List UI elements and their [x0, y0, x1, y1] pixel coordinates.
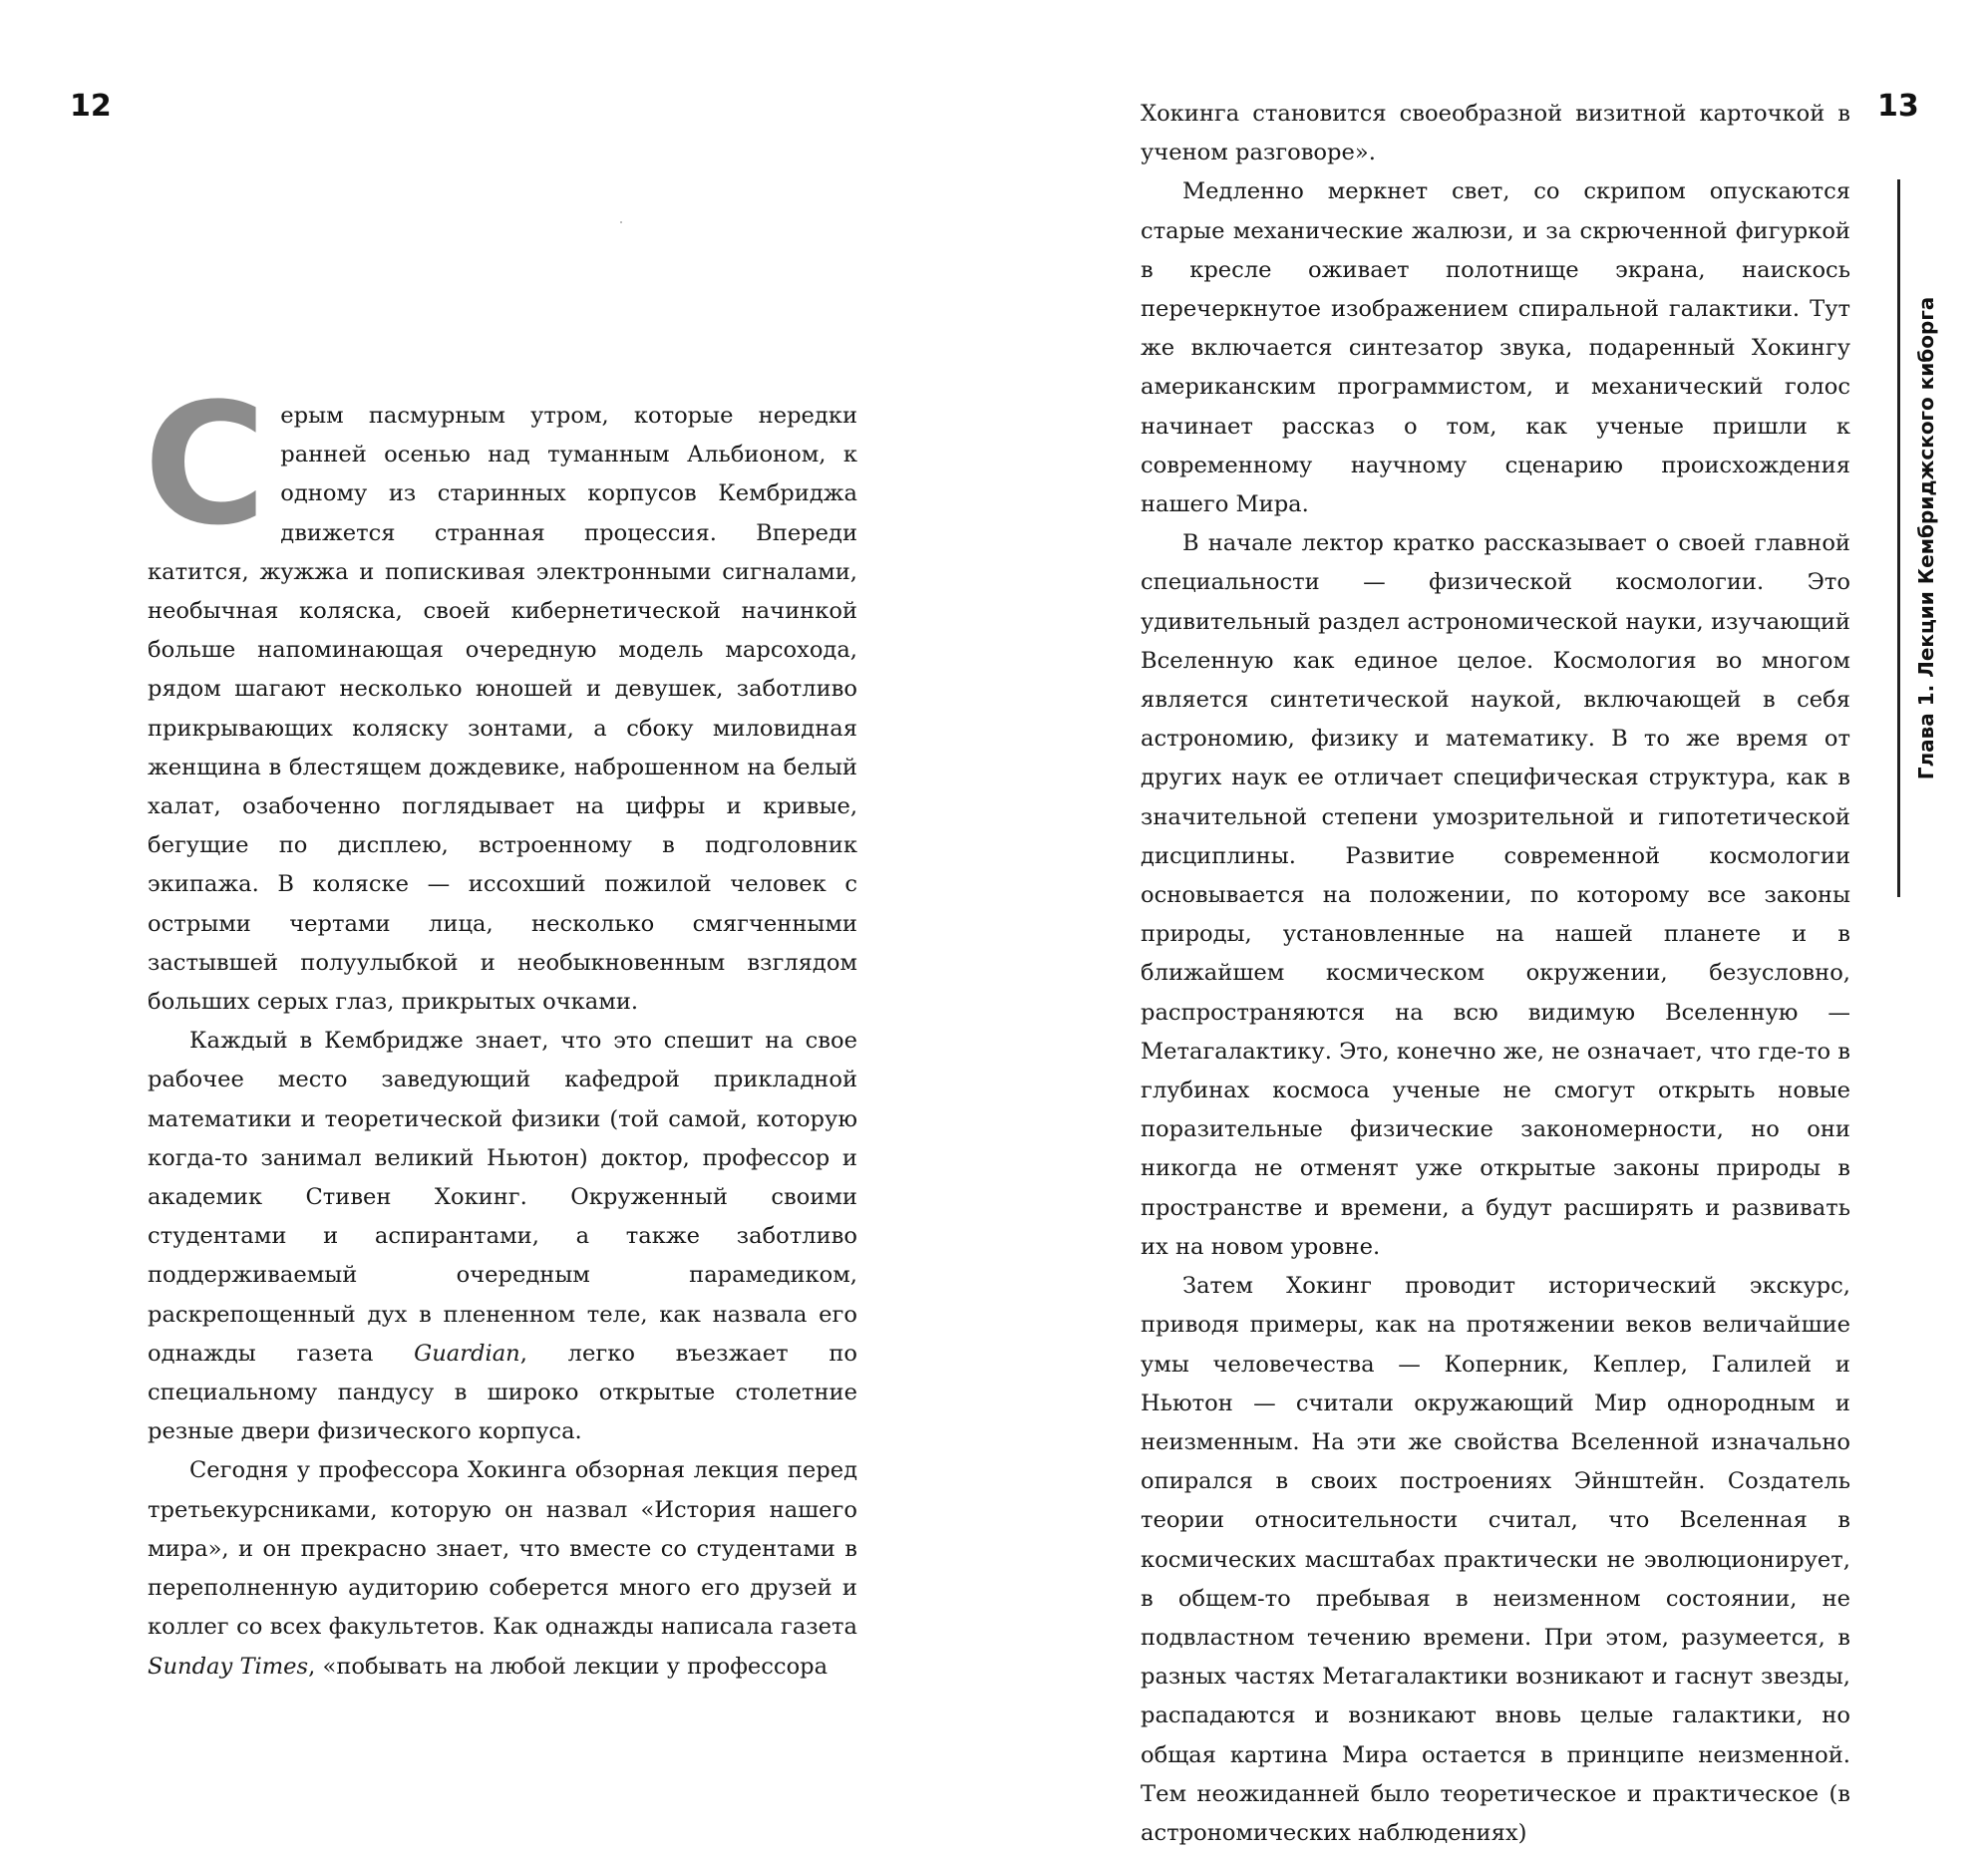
- newspaper-name-guardian: Guardian: [414, 1340, 520, 1367]
- page-number-left: 12: [70, 89, 112, 124]
- paragraph: Медленно меркнет свет, со скрипом опускаются старые механические жалюзи, и за скрюченной фигуркой в кресле оживает полотнище экрана, наискось перечеркнутое изображением спиральной галактики. Тут же включается синтезатор звука, подаренный Хокингу американским программистом, и механический голос начинает рассказ о том, как ученые пришли к современному научному сценарию происхождения нашего Мира.: [1141, 178, 1850, 518]
- paragraph-text: , «побывать на любой лекции у профессора: [308, 1653, 828, 1680]
- paragraph-text: Каждый в Кембридже знает, что это спешит на свое рабочее место заведующий кафедрой прикладной математики и теоретической физики (той самой, которую когда-то занимал великий Ньютон) доктор, профессор и академик Стивен Хокинг. Окруженный своими студентами и аспирантами, а также заботливо поддерживаемый очередным парамедиком, раскрепощенный дух в плененном теле, как назвала его однажды газета: [148, 1028, 857, 1367]
- paragraph: Затем Хокинг проводит исторический экскурс, приводя примеры, как на протяжении веков величайшие умы человечества — Коперник, Кеплер, Галилей и Ньютон — считали окружающий Мир однородным и неизменным. На эти же свойства Вселенной изначально опирался в своих построениях Эйнштейн. Создатель теории относительности считал, что Вселенная в космических масштабах практически не эволюционирует, в общем-то пребывая в неизменном состоянии, не подвластном течению времени. При этом, разумеется, в разных частях Метагалактики возникают и гаснут звезды, распадаются и возникают вновь целые галактики, но общая картина Мира остается в принципе неизменной. Тем неожиданней было теоретическое и практическое (в астрономических наблюдениях): [1141, 1273, 1850, 1846]
- running-head-rule: [1897, 179, 1900, 897]
- newspaper-name-sunday-times: Sunday Times: [148, 1653, 309, 1680]
- paragraph: [148, 1022, 857, 1451]
- right-page-body: [1141, 95, 1850, 1853]
- paragraph-text: Сегодня у профессора Хокинга обзорная лекция перед третьекурсниками, которую он назвал «История нашего мира», и он прекрасно знает, что вместе со студентами в переполненную аудиторию соберется много его друзей и коллег со всех факультетов. Как однажды написала газета: [148, 1457, 857, 1641]
- paragraph: [148, 1451, 857, 1686]
- paragraph-continued: Хокинга становится своеобразной визитной карточкой в ученом разговоре».: [1141, 101, 1850, 166]
- paragraph: В начале лектор кратко рассказывает о своей главной специальности — физической космологии. Это удивительный раздел астрономической науки, изучающий Вселенную как единое целое. Космология во многом является синтетической наукой, включающей в себя астрономию, физику и математику. В то же время от других наук ее отличает специфическая структура, как в значительной степени умозрительной и гипотетической дисциплины. Развитие современной космологии основывается на положении, по которому все законы природы, установленные на нашей планете и в ближайшем космическом окружении, безусловно, распространяются на всю видимую Вселенную — Метагалактику. Это, конечно же, не означает, что где-то в глубинах космоса ученые не смогут открыть новые поразительные физические закономерности, но они никогда не отменят уже открытые законы природы в пространстве и времени, а будут расширять и развивать их на новом уровне.: [1141, 530, 1850, 1260]
- paragraph-text: ерым пасмурным утром, которые нередки ранней осенью над туманным Альбионом, к одному из старинных корпусов Кембриджа движется странная процессия. Впереди катится, жужжа и попискивая электронными сигналами, необычная коляска, своей кибернетической начинкой больше напоминающая очередную модель марсохода, рядом шагают несколько юношей и девушек, заботливо прикрывающих коляску зонтами, а сбоку миловидная женщина в блестящем дождевике, наброшенном на белый халат, озабоченно поглядывает на цифры и кривые, бегущие по дисплею, встроенному в подголовник экипажа. В коляске — иссохший пожилой человек с острыми чертами лица, несколько смягченными застывшей полуулыбкой и необыкновенным взглядом больших серых глаз, прикрытых очками.: [148, 403, 857, 1016]
- paragraph-opening: [144, 367, 857, 1022]
- running-head: [1897, 179, 1937, 897]
- page-number-right: 13: [1877, 89, 1919, 124]
- print-speck: [620, 221, 622, 223]
- chapter-title: Глава 1. Лекции Кембриджского киборга: [1914, 296, 1938, 780]
- left-page: [0, 0, 994, 1680]
- left-page-body: [144, 367, 857, 1687]
- right-page: [994, 0, 1988, 1846]
- paragraph-text: , легко въезжает по специальному пандусу в широко открытые столетние резные двери физического корпуса.: [148, 1340, 857, 1445]
- drop-cap-initial: С: [144, 367, 267, 562]
